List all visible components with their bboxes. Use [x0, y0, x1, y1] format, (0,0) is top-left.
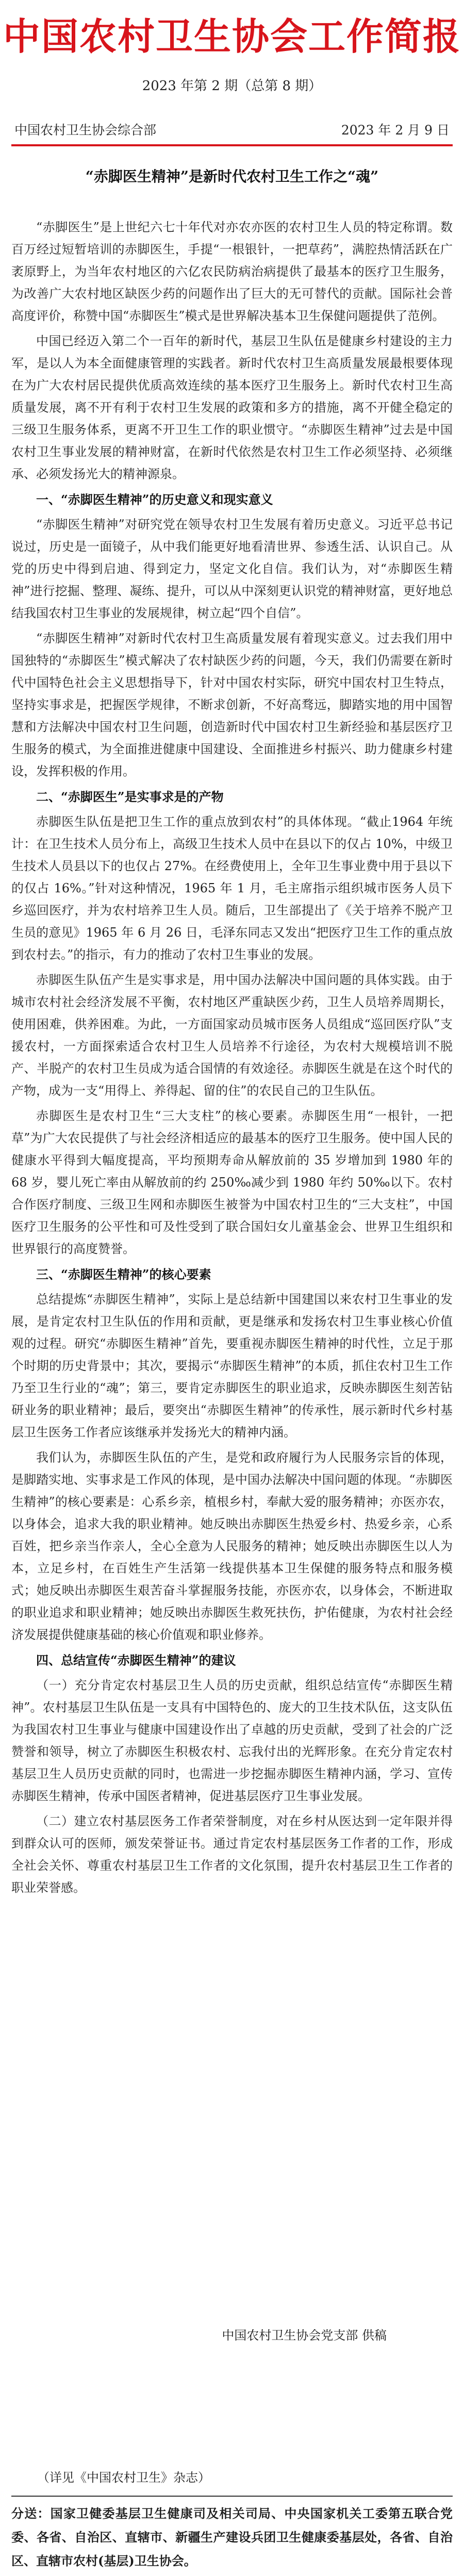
publisher-name: 中国农村卫生协会综合部	[14, 123, 157, 138]
signoff-text: 中国农村卫生协会党支部 供稿	[222, 2328, 387, 2343]
source-note: （详见《中国农村卫生》杂志）	[37, 2470, 210, 2485]
paragraph: （二）建立农村基层医务工作者荣誉制度，对在乡村从医达到一定年限并得到群众认可的医师，颁发荣誉证书。通过肯定农村基层医务工作者的工作，形成全社会关怀、尊重农村基层卫生工作者的文化氛围，提升农村基层卫生工作者的职业荣誉感。	[11, 1814, 453, 1895]
publish-date: 2023 年 2 月 9 日	[341, 123, 450, 138]
section-heading: 一、“赤脚医生精神”的历史意义和现实意义	[36, 492, 273, 507]
article-body	[11, 216, 453, 1902]
paragraph: （一）充分肯定农村基层卫生人员的历史贡献，组织总结宣传“赤脚医生精神”。农村基层卫生队伍是一支具有中国特色的、庞大的卫生技术队伍，这支队伍为我国农村卫生事业与健康中国建设作出了卓越的历史贡献，受到了社会的广泛赞誉和领导，树立了赤脚医生积极农村、忘我付出的光辉形象。在充分肯定农村基层卫生人员历史贡献的同时，也需进一步挖掘赤脚医生精神内涵，学习、宣传赤脚医生精神，传承中国医者精神，促进基层医疗卫生事业发展。	[11, 1678, 453, 1803]
distribution-label: 分送：	[11, 2506, 51, 2521]
paragraph: 赤脚医生队伍是把卫生工作的重点放到农村”的具体体现。“截止1964 年统计：在卫生技术人员分布上，高级卫生技术人员中在县以下的仅占 10%，中级卫生技术人员县以下的也仅占 27%。在经费使用上，全年卫生事业费中用于县以下的仅占 16%。”针对这种情况，1965 年 1 月，毛主席指示组织城市医务人员下乡巡回医疗，并为农村培养卫生人员。随后，卫生部提出了《关于培养不脱产卫生员的意见》1965 年 6 月 26 日，毛泽东同志又发出“把医疗卫生工作的重点放到农村去。”的指示，有力的推动了农村卫生事业的发展。	[11, 815, 453, 962]
article-title: “赤脚医生精神”是新时代农村卫生工作之“魂”	[85, 168, 379, 185]
publisher-row	[14, 122, 450, 139]
masthead-divider	[11, 144, 453, 146]
distribution-list	[11, 2502, 453, 2573]
masthead	[0, 0, 464, 113]
footer-divider	[11, 2496, 453, 2497]
distribution-text: 国家卫健委基层卫生健康司及相关司局、中央国家机关工委第五联合党委、各省、自治区、直辖市、新疆生产建设兵团卫生健康委基层处，各省、自治区、直辖市农村(基层)卫生协会。	[11, 2506, 453, 2568]
issue-number: 2023 年第 2 期（总第 8 期）	[142, 78, 322, 94]
paragraph: “赤脚医生精神”对研究党在领导农村卫生发展有着历史意义。习近平总书记说过，历史是一面镜子，从中我们能更好地看清世界、参透生活、认识自己。从党的历史中得到启迪、得到定力，坚定文化自信。我们认为，对“赤脚医生精神”进行挖掘、整理、凝练、提升，可以从中深刻更认识党的精神财富，更好地总结我国农村卫生事业的发展规律，树立起“四个自信”。	[11, 517, 453, 620]
paragraph: “赤脚医生精神”对新时代农村卫生高质量发展有着现实意义。过去我们用中国独特的“赤脚医生”模式解决了农村缺医少药的问题，今天，我们仍需要在新时代中国特色社会主义思想指导下，针对中国农村实际，研究中国农村卫生特点，坚持实事求是，把握医学规律，不断求创新，不好高骛远，脚踏实地的用中国智慧和方法解决中国农村卫生问题，创造新时代中国农村卫生新经验和基层医疗卫生服务的模式，为全面推进健康中国建设、全面推进乡村振兴、助力健康乡村建设，发挥积极的作用。	[11, 631, 453, 778]
paragraph: 我们认为，赤脚医生队伍的产生，是党和政府履行为人民服务宗旨的体现，是脚踏实地、实事求是工作风的体现，是中国办法解决中国问题的体现。“赤脚医生精神”的核心要素是：心系乡亲，植根乡村，奉献大爱的服务精神；亦医亦农，以身体会，追求大我的职业精神。她反映出赤脚医生热爱乡村、热爱乡亲，心系百姓，把乡亲当作亲人，全心全意为人民服务的精神；她反映出赤脚医生以人为本，立足乡村，在百姓生产生活第一线提供基本卫生保健的服务特点和服务模式；她反映出赤脚医生艰苦奋斗掌握服务技能，亦医亦农，以身体会，不断进取的职业追求和职业精神；她反映出赤脚医生救死扶伤，护佑健康，为农村社会经济发展提供健康基础的核心价值观和职业修养。	[11, 1450, 453, 1642]
section-heading: 二、“赤脚医生”是实事求是的产物	[36, 789, 224, 804]
section-heading: 三、“赤脚医生精神”的核心要素	[36, 1267, 211, 1282]
paragraph: “赤脚医生”是上世纪六七十年代对亦农亦医的农村卫生人员的特定称谓。数百万经过短暂培训的赤脚医生，手提“一根银针，一把草药”，满腔热情活跃在广袤原野上，为当年农村地区的六亿农民防病治病提供了最基本的医疗卫生服务，为改善广大农村地区缺医少药的问题作出了巨大的无可替代的贡献。国际社会普高度评价，称赞中国“赤脚医生”模式是世界解决基本卫生保健问题提供了范例。	[11, 220, 453, 323]
paragraph: 总结提炼“赤脚医生精神”，实际上是总结新中国建国以来农村卫生事业的发展，是肯定农村卫生队伍的作用和贡献，更是继承和发扬农村卫生事业核心价值观的过程。研究“赤脚医生精神”首先，要重视赤脚医生精神的时代性，立足于那个时期的历史背景中；其次，要揭示“赤脚医生精神”的本质，抓住农村卫生工作乃至卫生行业的“魂”；第三，要肯定赤脚医生的职业追求，反映赤脚医生刻苦钻研业务的职业精神；最后，要突出“赤脚医生精神”的传承性，展示新时代乡村基层卫生医务工作者应该继承并发扬光大的精神内涵。	[11, 1292, 453, 1439]
paragraph: 赤脚医生是农村卫生“三大支柱”的核心要素。赤脚医生用“一根针，一把草”为广大农民提供了与社会经济相适应的最基本的医疗卫生服务。使中国人民的健康水平得到大幅度提高，平均预期寿命从解放前的 35 岁增加到 1980 年的 68 岁，婴儿死亡率由从解放前的约 250‰减少到 1980 年约 50‰以下。农村合作医疗制度、三级卫生网和赤脚医生被誉为中国农村卫生的“三大支柱”，中国医疗卫生服务的公平性和可及性受到了联合国妇女儿童基金会、世界卫生组织和世界银行的高度赞誉。	[11, 1109, 453, 1256]
bulletin-title: 中国农村卫生协会工作简报	[3, 15, 461, 58]
paragraph: 中国已经迈入第二个一百年的新时代，基层卫生队伍是健康乡村建设的主力军，是以人为本全面健康管理的实践者。新时代农村卫生高质量发展最根要体现在为广大农村居民提供优质高效连续的基本医疗卫生服务上。新时代农村卫生高质量发展，离不开有利于农村卫生发展的政策和多方的措施，离不开健全稳定的三级卫生服务体系，更离不开卫生工作的职业惯守。“赤脚医生精神”过去是中国农村卫生事业发展的精神财富，在新时代依然是农村卫生工作必须坚持、必须继承、必须发扬光大的精神源泉。	[11, 334, 453, 481]
section-heading: 四、总结宣传“赤脚医生精神”的建议	[36, 1653, 236, 1668]
paragraph: 赤脚医生队伍产生是实事求是，用中国办法解决中国问题的具体实践。由于城市农村社会经济发展不平衡，农村地区严重缺医少药，卫生人员培养周期长，使用困难，供养困难。为此，一方面国家动员城市医务人员组成“巡回医疗队”支援农村，一方面探索适合农村卫生人员培养不行途径，为农村大规模培训不脱产、半脱产的农村卫生员成为适合国情的有效途径。赤脚医生就是在这个时代的产物，成为一支“用得上、养得起、留的住”的农民自己的卫生队伍。	[11, 973, 453, 1098]
